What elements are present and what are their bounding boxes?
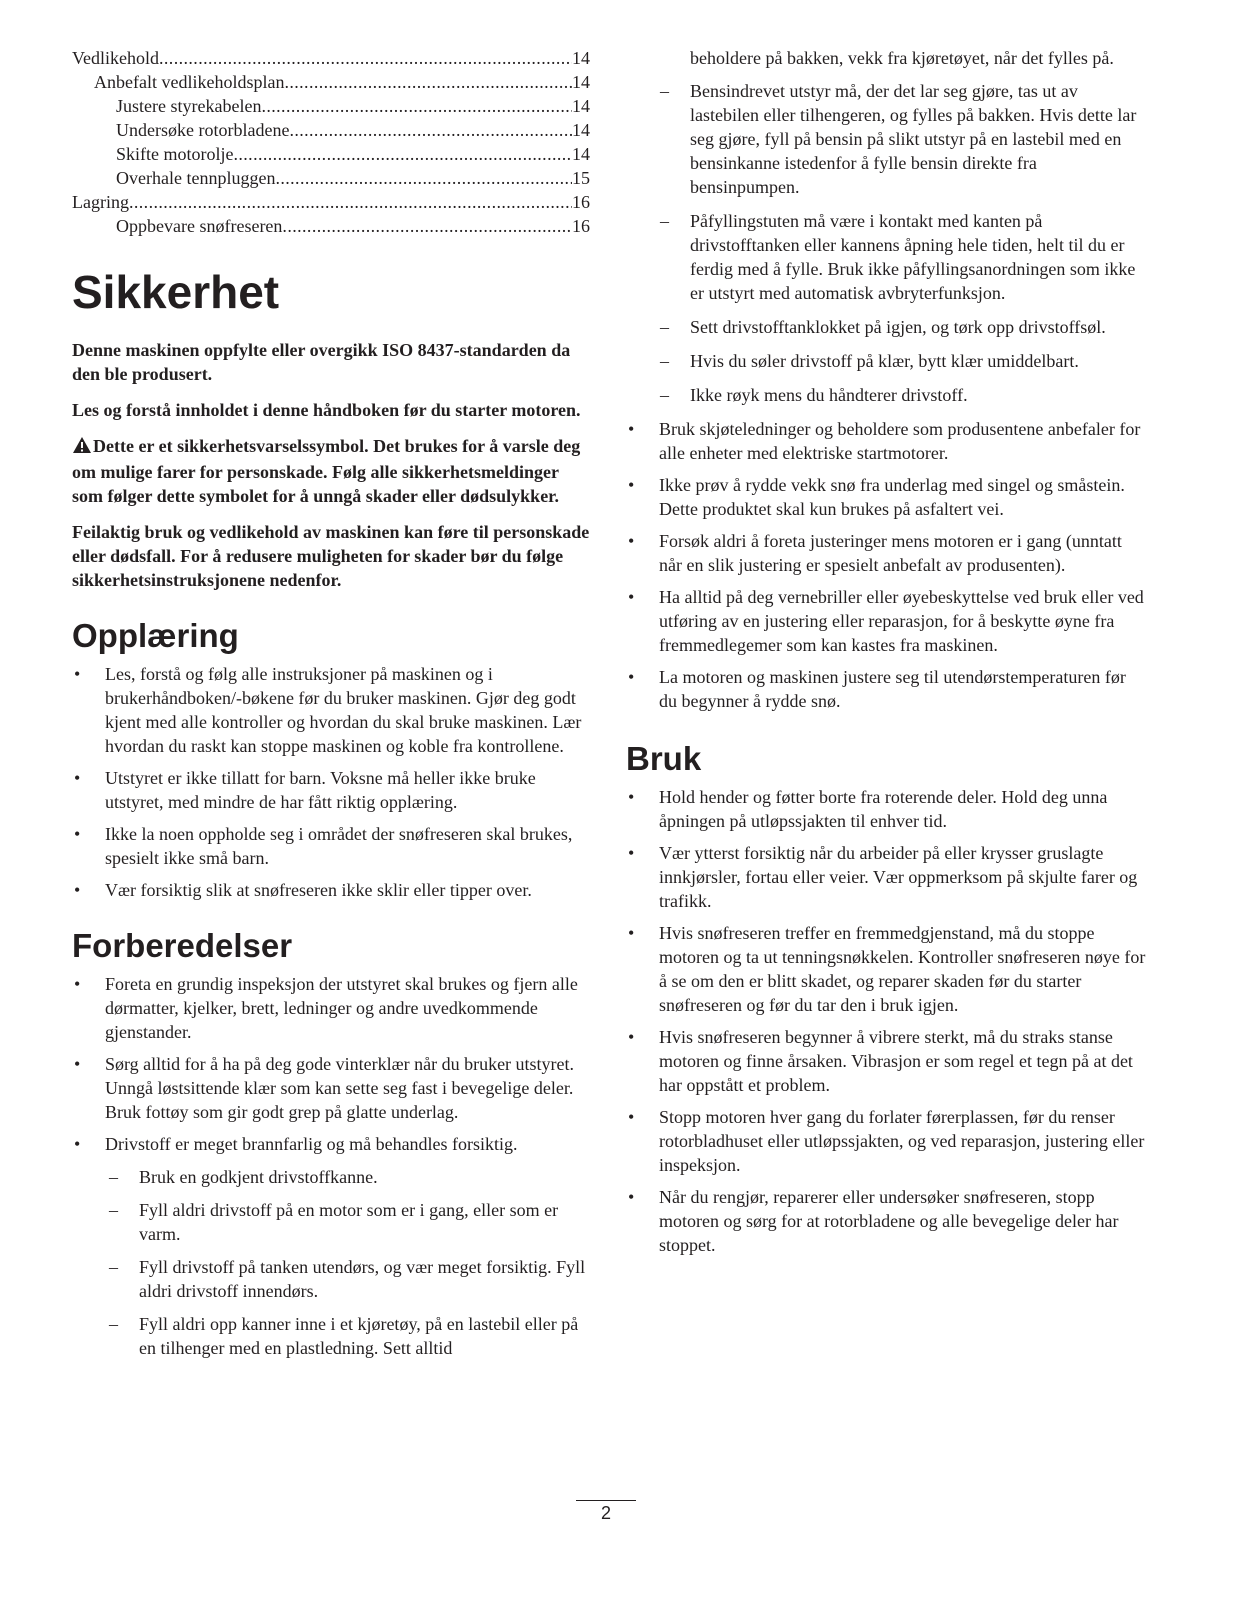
toc-entry[interactable]: Anbefalt vedlikeholdsplan ..... 14: [72, 70, 590, 94]
right-column: [626, 46, 1146, 1265]
list-item: • Utstyret er ikke tillatt for barn. Voksne må heller ikke bruke utstyret, med mindre de har fått riktig opplæring.: [74, 768, 536, 812]
list-item: • Ha alltid på deg vernebriller eller øyebeskyttelse ved bruk eller ved utføring av en justering eller reparasjon, for å beskytte øyne fra fremmedlegemer som kan kastes fra maskinen.: [628, 587, 1144, 655]
fuel-sublist: [105, 1165, 590, 1360]
warning-triangle-icon: [72, 436, 92, 460]
sub-list-item: – Ikke røyk mens du håndterer drivstoff.: [660, 385, 968, 405]
list-item: • Vær ytterst forsiktig når du arbeider på eller krysser gruslagte innkjørsler, fortau eller veier. Vær oppmerksom på skjulte farer og trafikk.: [628, 843, 1138, 911]
footer-rule: [576, 1500, 636, 1501]
list-item: • Når du rengjør, reparerer eller undersøker snøfreseren, stopp motoren og sørg for at rotorbladene og alle bevegelige deler har stoppet.: [628, 1187, 1119, 1255]
list-item: • La motoren og maskinen justere seg til utendørstemperaturen før du begynner å rydde snø.: [628, 667, 1126, 711]
list-item: • Bruk skjøteledninger og beholdere som produsentene anbefaler for alle enheter med elektriske startmotorer.: [628, 419, 1141, 463]
toc-entry[interactable]: Overhale tennpluggen ..... 15: [72, 166, 590, 190]
fuel-sublist-continued: [626, 79, 1146, 407]
sub-list-item: – Fyll drivstoff på tanken utendørs, og vær meget forsiktig. Fyll aldri drivstoff innendørs.: [109, 1257, 586, 1301]
list-item: • Hvis snøfreseren begynner å vibrere sterkt, må du straks stanse motoren og finne årsaken. Vibrasjon er som regel et tegn på at det har oppstått et problem.: [628, 1027, 1133, 1095]
training-list: [72, 662, 590, 902]
list-item: • Ikke la noen oppholde seg i området der snøfreseren skal brukes, spesielt ikke små barn.: [74, 824, 573, 868]
sub-list-item: – Bruk en godkjent drivstoffkanne.: [109, 1167, 378, 1187]
fuel-subitem-continuation: beholdere på bakken, vekk fra kjøretøyet, når det fylles på.: [690, 48, 1114, 68]
sub-list-item: – Fyll aldri drivstoff på en motor som er i gang, eller som er varm.: [109, 1200, 559, 1244]
preparation-list-continued: [626, 417, 1146, 713]
section-title-operation: Bruk: [626, 740, 702, 777]
sub-list-item: – Hvis du søler drivstoff på klær, bytt klær umiddelbart.: [660, 351, 1079, 371]
safety-intro-read-manual: Les og forstå innholdet i denne håndboken før du starter motoren.: [72, 400, 581, 420]
section-title-safety: Sikkerhet: [72, 266, 280, 318]
toc-entry[interactable]: Oppbevare snøfreseren ..... 16: [72, 214, 590, 238]
safety-intro-standard: Denne maskinen oppfylte eller overgikk ISO 8437-standarden da den ble produsert.: [72, 340, 571, 384]
list-item: • Drivstoff er meget brannfarlig og må behandles forsiktig. – Bruk en godkjent drivstoffkanne. – Fyll aldri drivstoff på en motor som er i gang, eller som er varm. – Fyll drivstoff på tanken utendørs, og vær meget forsiktig. Fyll aldri drivstoff innendørs. – Fyll aldri opp kanner inne i et kjøretøy, på en lastebil eller på en tilhenger med en plastledning. Sett alltid: [72, 1132, 590, 1360]
list-item: • Foreta en grundig inspeksjon der utstyret skal brukes og fjern alle dørmatter, kjelker, brett, ledninger og andre uvedkommende gjenstander.: [74, 974, 578, 1042]
safety-intro-misuse: Feilaktig bruk og vedlikehold av maskinen kan føre til personskade eller dødsfall. For å redusere muligheten for skader bør du følge sikkerhetsinstruksjonene nedenfor.: [72, 522, 590, 590]
preparation-list: [72, 972, 590, 1360]
sub-list-item: – Bensindrevet utstyr må, der det lar seg gjøre, tas ut av lastebilen eller tilhengeren, og fylles på bakken. Hvis dette lar seg gjøre, fyll på bensin på slikt utstyr på en lastebil med en bensinkanne istedenfor å fylle bensin direkte fra bensinpumpen.: [660, 81, 1137, 197]
section-title-training: Opplæring: [72, 617, 239, 654]
toc-entry[interactable]: Justere styrekabelen ..... 14: [72, 94, 590, 118]
list-item: • Hvis snøfreseren treffer en fremmedgjenstand, må du stoppe motoren og ta ut tenningsnøkkelen. Kontroller snøfreseren nøye for å se om den er blitt skadet, og reparer skaden før du starter snøfreseren og før du tar den i bruk igjen.: [628, 923, 1146, 1015]
page-number: 2: [600, 1503, 611, 1523]
table-of-contents: [72, 46, 590, 238]
list-item: • Les, forstå og følg alle instruksjoner på maskinen og i brukerhåndboken/-bøkene før du bruker maskinen. Gjør deg godt kjent med alle kontroller og hvordan du skal bruke maskinen. Lær hvordan du raskt kan stoppe maskinen og koble fra kontrollene.: [74, 664, 582, 756]
list-item: • Ikke prøv å rydde vekk snø fra underlag med singel og småstein. Dette produktet skal kun brukes på asfaltert vei.: [628, 475, 1125, 519]
list-item: • Vær forsiktig slik at snøfreseren ikke sklir eller tipper over.: [74, 880, 532, 900]
toc-entry[interactable]: Lagring ..... 16: [72, 190, 590, 214]
sub-list-item: – Påfyllingstuten må være i kontakt med kanten på drivstofftanken eller kannens åpning hele tiden, helt til du er ferdig med å fylle. Bruk ikke påfyllingsanordningen som ikke er utstyrt med automatisk avbryterfunksjon.: [660, 211, 1136, 303]
safety-alert-paragraph: Dette er et sikkerhetsvarselssymbol. Det brukes for å varsle deg om mulige farer for personskade. Følg alle sikkerhetsmeldinger som følger dette symbolet for å unngå skader eller dødsulykker.: [72, 436, 581, 506]
left-column: [72, 46, 590, 1369]
toc-entry[interactable]: Skifte motorolje ..... 14: [72, 142, 590, 166]
sub-list-item: – Sett drivstofftanklokket på igjen, og tørk opp drivstoffsøl.: [660, 317, 1106, 337]
section-title-preparation: Forberedelser: [72, 927, 293, 964]
list-item: • Sørg alltid for å ha på deg gode vinterklær når du bruker utstyret. Unngå løstsittende klær som kan sette seg fast i bevegelige deler. Bruk fottøy som gir godt grep på glatte underlag.: [74, 1054, 575, 1122]
toc-entry[interactable]: Vedlikehold ..... 14: [72, 46, 590, 70]
list-item: • Forsøk aldri å foreta justeringer mens motoren er i gang (unntatt når en slik justering er spesielt anbefalt av produsenten).: [628, 531, 1122, 575]
list-item: • Hold hender og føtter borte fra roterende deler. Hold deg unna åpningen på utløpssjakten til enhver tid.: [628, 787, 1108, 831]
list-item: • Stopp motoren hver gang du forlater førerplassen, før du renser rotorbladhuset eller utløpssjakten, og ved reparasjon, justering eller inspeksjon.: [628, 1107, 1145, 1175]
toc-entry[interactable]: Undersøke rotorbladene ..... 14: [72, 118, 590, 142]
sub-list-item: – Fyll aldri opp kanner inne i et kjøretøy, på en lastebil eller på en tilhenger med en plastledning. Sett alltid: [109, 1314, 579, 1358]
operation-list: [626, 785, 1146, 1257]
